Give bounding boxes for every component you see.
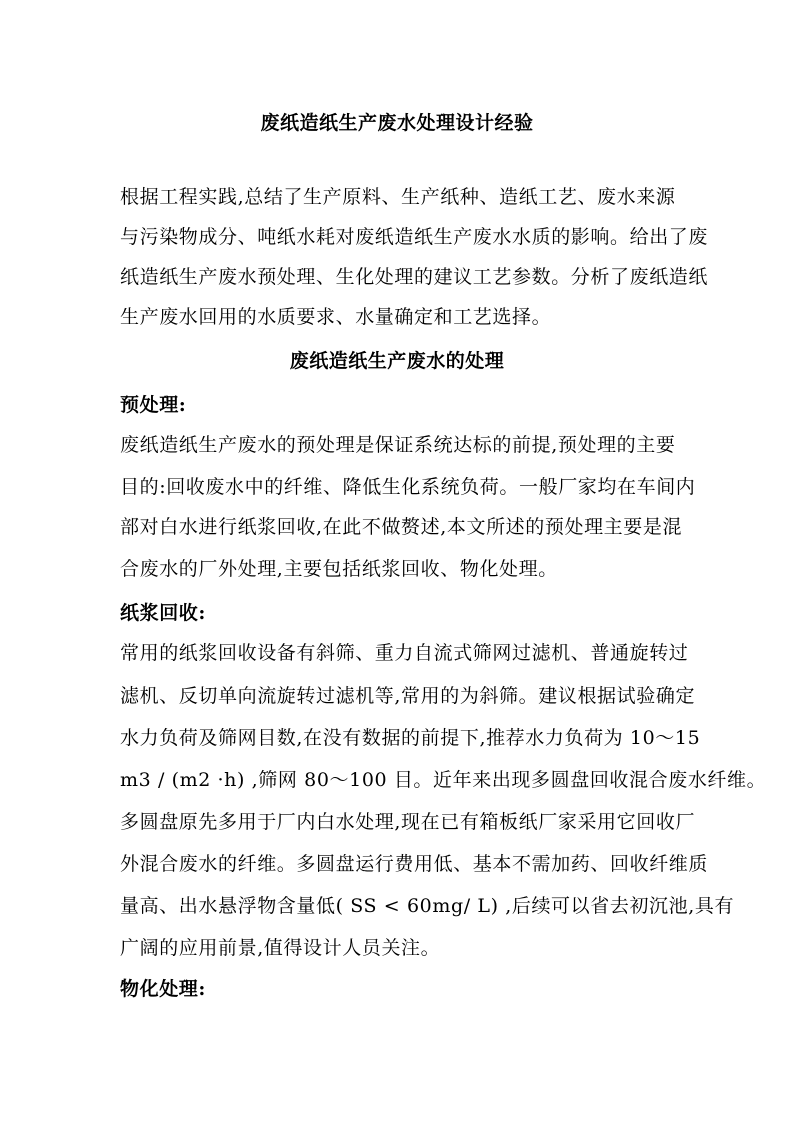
pulp-recovery-heading: 纸浆回收: [120,602,207,624]
physchem-heading: 物化处理: [120,978,207,1000]
pulp-recovery-line: m3 / (m2 ·h) ,筛网 80～100 目。近年来出现多圆盘回收混合废水纤维。 [120,769,767,791]
section-title: 废纸造纸生产废水的处理 [289,350,505,372]
abstract-line: 根据工程实践,总结了生产原料、生产纸种、造纸工艺、废水来源 [120,186,676,208]
pretreatment-line: 部对白水进行纸浆回收,在此不做赘述,本文所述的预处理主要是混 [120,516,683,538]
pulp-recovery-line: 量高、出水悬浮物含量低( SS < 60mg/ L) ,后续可以省去初沉池,具有 [120,895,735,917]
document-title: 废纸造纸生产废水处理设计经验 [260,112,534,134]
pulp-recovery-line: 滤机、反切单向流旋转过滤机等,常用的为斜筛。建议根据试验确定 [120,685,696,707]
pretreatment-line: 目的:回收废水中的纤维、降低生化系统负荷。一般厂家均在车间内 [120,476,696,498]
pulp-recovery-line: 广阔的应用前景,值得设计人员关注。 [120,937,441,959]
abstract-line: 生产废水回用的水质要求、水量确定和工艺选择。 [120,306,552,328]
pulp-recovery-line: 水力负荷及筛网目数,在没有数据的前提下,推荐水力负荷为 10～15 [120,727,701,749]
pretreatment-line: 合废水的厂外处理,主要包括纸浆回收、物化处理。 [120,558,558,580]
pulp-recovery-line: 多圆盘原先多用于厂内白水处理,现在已有箱板纸厂家采用它回收厂 [120,811,696,833]
pretreatment-line: 废纸造纸生产废水的预处理是保证系统达标的前提,预处理的主要 [120,434,676,456]
pretreatment-heading: 预处理: [120,394,187,416]
abstract-line: 纸造纸生产废水预处理、生化处理的建议工艺参数。分析了废纸造纸 [120,266,709,288]
pulp-recovery-line: 常用的纸浆回收设备有斜筛、重力自流式筛网过滤机、普通旋转过 [120,642,689,664]
abstract-line: 与污染物成分、吨纸水耗对废纸造纸生产废水水质的影响。给出了废 [120,226,709,248]
pulp-recovery-line: 外混合废水的纤维。多圆盘运行费用低、基本不需加药、回收纤维质 [120,853,709,875]
